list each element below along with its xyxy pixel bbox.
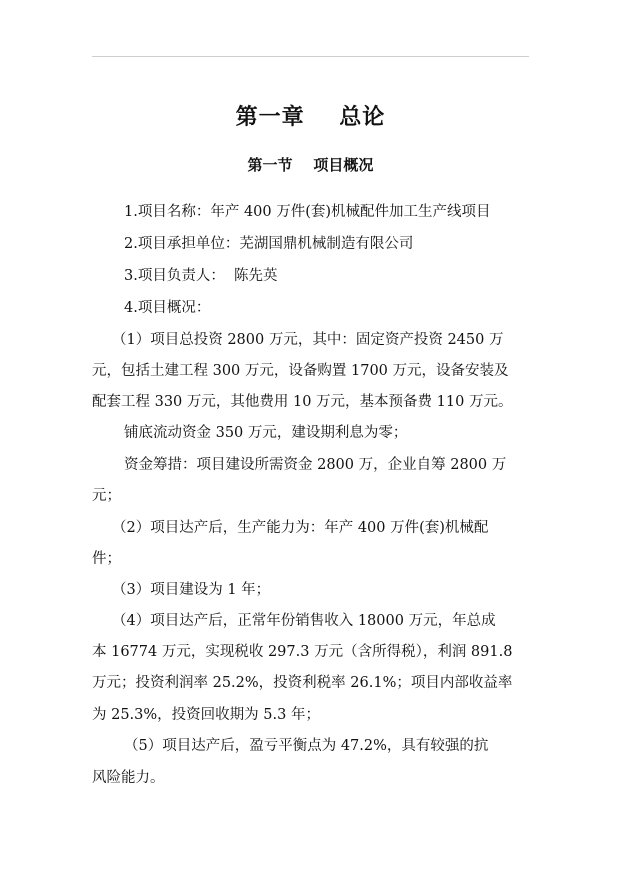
paragraph-line: 铺底流动资金 350 万元，建设期利息为零；: [124, 425, 408, 441]
item-undertaking-unit: 2.项目承担单位：芜湖国鼎机械制造有限公司: [124, 236, 414, 252]
paragraph-line: 件；: [92, 551, 121, 567]
header-rule: [92, 56, 529, 57]
paragraph-line: 风险能力。: [92, 770, 165, 786]
paragraph-line: 元，包括土建工程 300 万元，设备购置 1700 万元，设备安装及: [92, 363, 509, 379]
paragraph-line: （5）项目达产后，盈亏平衡点为 47.2%，具有较强的抗: [124, 738, 489, 754]
paragraph-line: 资金筹措：项目建设所需资金 2800 万，企业自筹 2800 万: [124, 457, 507, 473]
paragraph-line: 本 16774 万元，实现税收 297.3 万元（含所得税），利润 891.8: [92, 644, 513, 660]
chapter-title: 第一章 总论: [235, 104, 386, 130]
paragraph-line: （1）项目总投资 2800 万元，其中：固定资产投资 2450 万: [112, 332, 504, 348]
paragraph-line: （2）项目达产后，生产能力为：年产 400 万件(套)机械配: [112, 520, 489, 536]
paragraph-line: 元；: [92, 488, 121, 504]
item-overview-heading: 4.项目概况：: [124, 300, 211, 316]
item-project-name: 1.项目名称：年产 400 万件(套)机械配件加工生产线项目: [124, 204, 491, 220]
section-title: 第一节 项目概况: [247, 156, 374, 174]
paragraph-line: （4）项目达产后，正常年份销售收入 18000 万元，年总成: [112, 613, 496, 629]
paragraph-line: 配套工程 330 万元，其他费用 10 万元，基本预备费 110 万元。: [92, 394, 513, 410]
paragraph-line: 万元；投资利润率 25.2%，投资利税率 26.1%；项目内部收益率: [92, 675, 513, 691]
paragraph-line: 为 25.3%，投资回收期为 5.3 年；: [92, 707, 320, 723]
item-project-leader: 3.项目负责人： 陈先英: [124, 268, 278, 284]
paragraph-line: （3）项目建设为 1 年；: [112, 582, 271, 598]
